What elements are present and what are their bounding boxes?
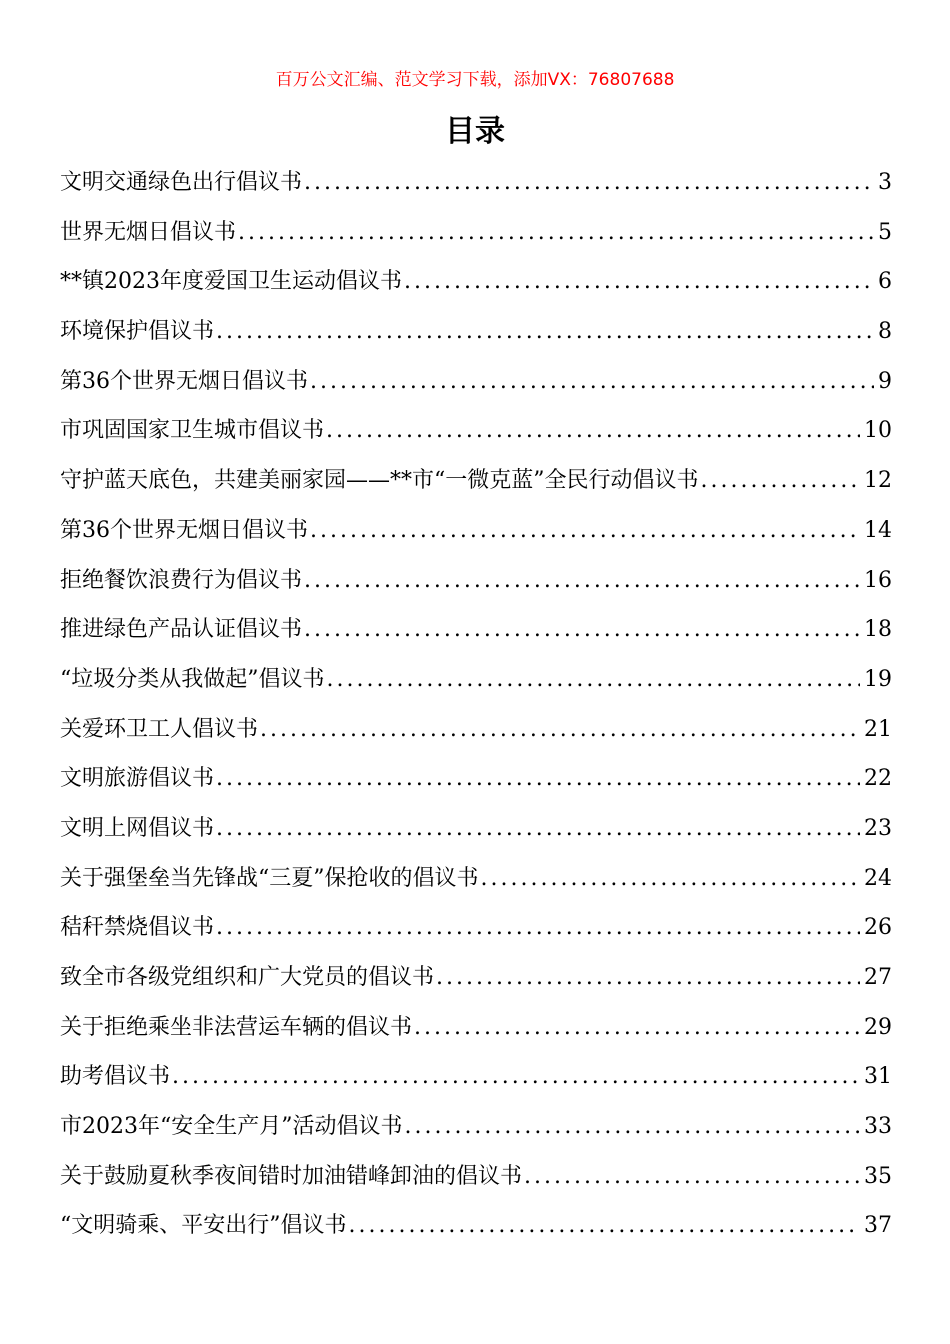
toc-dot-leader <box>434 953 860 1003</box>
toc-entry-title: 文明交通绿色出行倡议书 <box>60 170 303 195</box>
toc-entry-title: 世界无烟日倡议书 <box>60 219 237 245</box>
toc-entry-title: “文明骑乘、平安出行”倡议书 <box>60 1213 347 1239</box>
toc-entry-title: 拒绝餐饮浪费行为倡议书 <box>60 567 303 593</box>
toc-dot-leader <box>402 257 874 307</box>
toc-dot-leader <box>522 1152 860 1202</box>
toc-entry-page-number: 24 <box>864 865 892 891</box>
toc-entry[interactable] <box>60 456 892 506</box>
toc-dot-leader <box>302 605 860 655</box>
toc-entry[interactable] <box>60 705 892 755</box>
toc-entry[interactable] <box>60 1201 892 1251</box>
toc-entry-page-number: 21 <box>864 716 892 742</box>
toc-entry-page-number: 22 <box>864 766 892 792</box>
toc-entry[interactable] <box>60 158 892 208</box>
toc-entry-page-number: 5 <box>878 219 892 245</box>
toc-entry-title: 第36个世界无烟日倡议书 <box>60 517 308 543</box>
toc-entry-page-number: 37 <box>864 1213 892 1239</box>
toc-entry[interactable] <box>60 655 892 705</box>
toc-entry-title: 关于鼓励夏秋季夜间错时加油错峰卸油的倡议书 <box>60 1163 523 1189</box>
toc-entry-page-number: 6 <box>878 269 892 295</box>
toc-entry-page-number: 27 <box>864 965 892 990</box>
toc-entry-title: 环境保护倡议书 <box>60 319 215 345</box>
toc-dot-leader <box>412 1003 860 1053</box>
toc-dot-leader <box>347 1201 861 1251</box>
toc-dot-leader <box>302 556 860 606</box>
toc-entry-page-number: 31 <box>864 1064 892 1090</box>
toc-entry-title: 第36个世界无烟日倡议书 <box>60 368 308 394</box>
toc-entry[interactable] <box>60 804 892 854</box>
toc-entry[interactable] <box>60 406 892 456</box>
toc-entry[interactable] <box>60 307 892 357</box>
toc-entry-title: 市2023年“安全生产月”活动倡议书 <box>60 1114 403 1140</box>
toc-entry-title: 秸秆禁烧倡议书 <box>60 915 215 941</box>
toc-entry[interactable] <box>60 257 892 307</box>
toc-entry-page-number: 23 <box>864 815 892 841</box>
toc-entry-page-number: 9 <box>878 368 892 394</box>
toc-entry-title: 文明上网倡议书 <box>60 815 215 841</box>
toc-entry-title: 文明旅游倡议书 <box>60 766 215 792</box>
toc-dot-leader <box>170 1052 860 1102</box>
toc-dot-leader <box>258 705 860 755</box>
toc-dot-leader <box>214 754 860 804</box>
toc-entry-page-number: 26 <box>864 915 892 941</box>
toc-dot-leader <box>214 804 860 854</box>
toc-entry[interactable] <box>60 605 892 655</box>
toc-entry[interactable] <box>60 754 892 804</box>
toc-entry[interactable] <box>60 1152 892 1202</box>
toc-entry-title: 推进绿色产品认证倡议书 <box>60 617 303 643</box>
toc-dot-leader <box>236 208 874 258</box>
toc-entry-page-number: 16 <box>864 567 892 593</box>
toc-entry-page-number: 14 <box>864 517 892 543</box>
toc-entry-title: 致全市各级党组织和广大党员的倡议书 <box>60 965 435 990</box>
toc-list <box>60 158 892 1251</box>
toc-entry[interactable] <box>60 506 892 556</box>
toc-entry-title: 关于强堡垒当先锋战“三夏”保抢收的倡议书 <box>60 865 479 891</box>
toc-entry-page-number: 19 <box>864 666 892 692</box>
toc-entry-page-number: 29 <box>864 1014 892 1040</box>
toc-dot-leader <box>699 456 861 506</box>
toc-entry-title: 市巩固国家卫生城市倡议书 <box>60 418 325 444</box>
toc-entry-page-number: 18 <box>864 617 892 643</box>
toc-entry[interactable] <box>60 953 892 1003</box>
toc-title: 目录 <box>445 114 505 149</box>
toc-entry[interactable] <box>60 208 892 258</box>
toc-entry[interactable] <box>60 1102 892 1152</box>
toc-dot-leader <box>308 357 874 407</box>
toc-entry-title: **镇2023年度爱国卫生运动倡议书 <box>60 269 402 295</box>
toc-dot-leader <box>308 506 860 556</box>
toc-entry-title: 关爱环卫工人倡议书 <box>60 716 259 742</box>
toc-dot-leader <box>479 854 861 904</box>
toc-entry-page-number: 10 <box>864 418 892 444</box>
toc-dot-leader <box>302 158 874 208</box>
toc-dot-leader <box>324 406 860 456</box>
toc-entry[interactable] <box>60 556 892 606</box>
toc-entry-page-number: 35 <box>864 1163 892 1189</box>
toc-dot-leader <box>402 1102 860 1152</box>
toc-entry-title: 守护蓝天底色，共建美丽家园——**市“一微克蓝”全民行动倡议书 <box>60 468 699 494</box>
toc-entry-page-number: 33 <box>864 1114 892 1140</box>
toc-entry-page-number: 12 <box>864 468 892 494</box>
toc-entry-page-number: 8 <box>878 319 892 345</box>
toc-entry-title: “垃圾分类从我做起”倡议书 <box>60 666 325 692</box>
toc-entry[interactable] <box>60 854 892 904</box>
toc-entry[interactable] <box>60 1052 892 1102</box>
toc-entry-page-number: 3 <box>878 170 892 195</box>
toc-entry-title: 关于拒绝乘坐非法营运车辆的倡议书 <box>60 1014 413 1040</box>
toc-dot-leader <box>214 903 860 953</box>
toc-entry-title: 助考倡议书 <box>60 1064 171 1090</box>
toc-dot-leader <box>214 307 874 357</box>
toc-entry[interactable] <box>60 903 892 953</box>
toc-dot-leader <box>325 655 861 705</box>
toc-entry[interactable] <box>60 357 892 407</box>
header-banner: 百万公文汇编、范文学习下载，添加VX：76807688 <box>275 70 675 90</box>
toc-entry[interactable] <box>60 1003 892 1053</box>
